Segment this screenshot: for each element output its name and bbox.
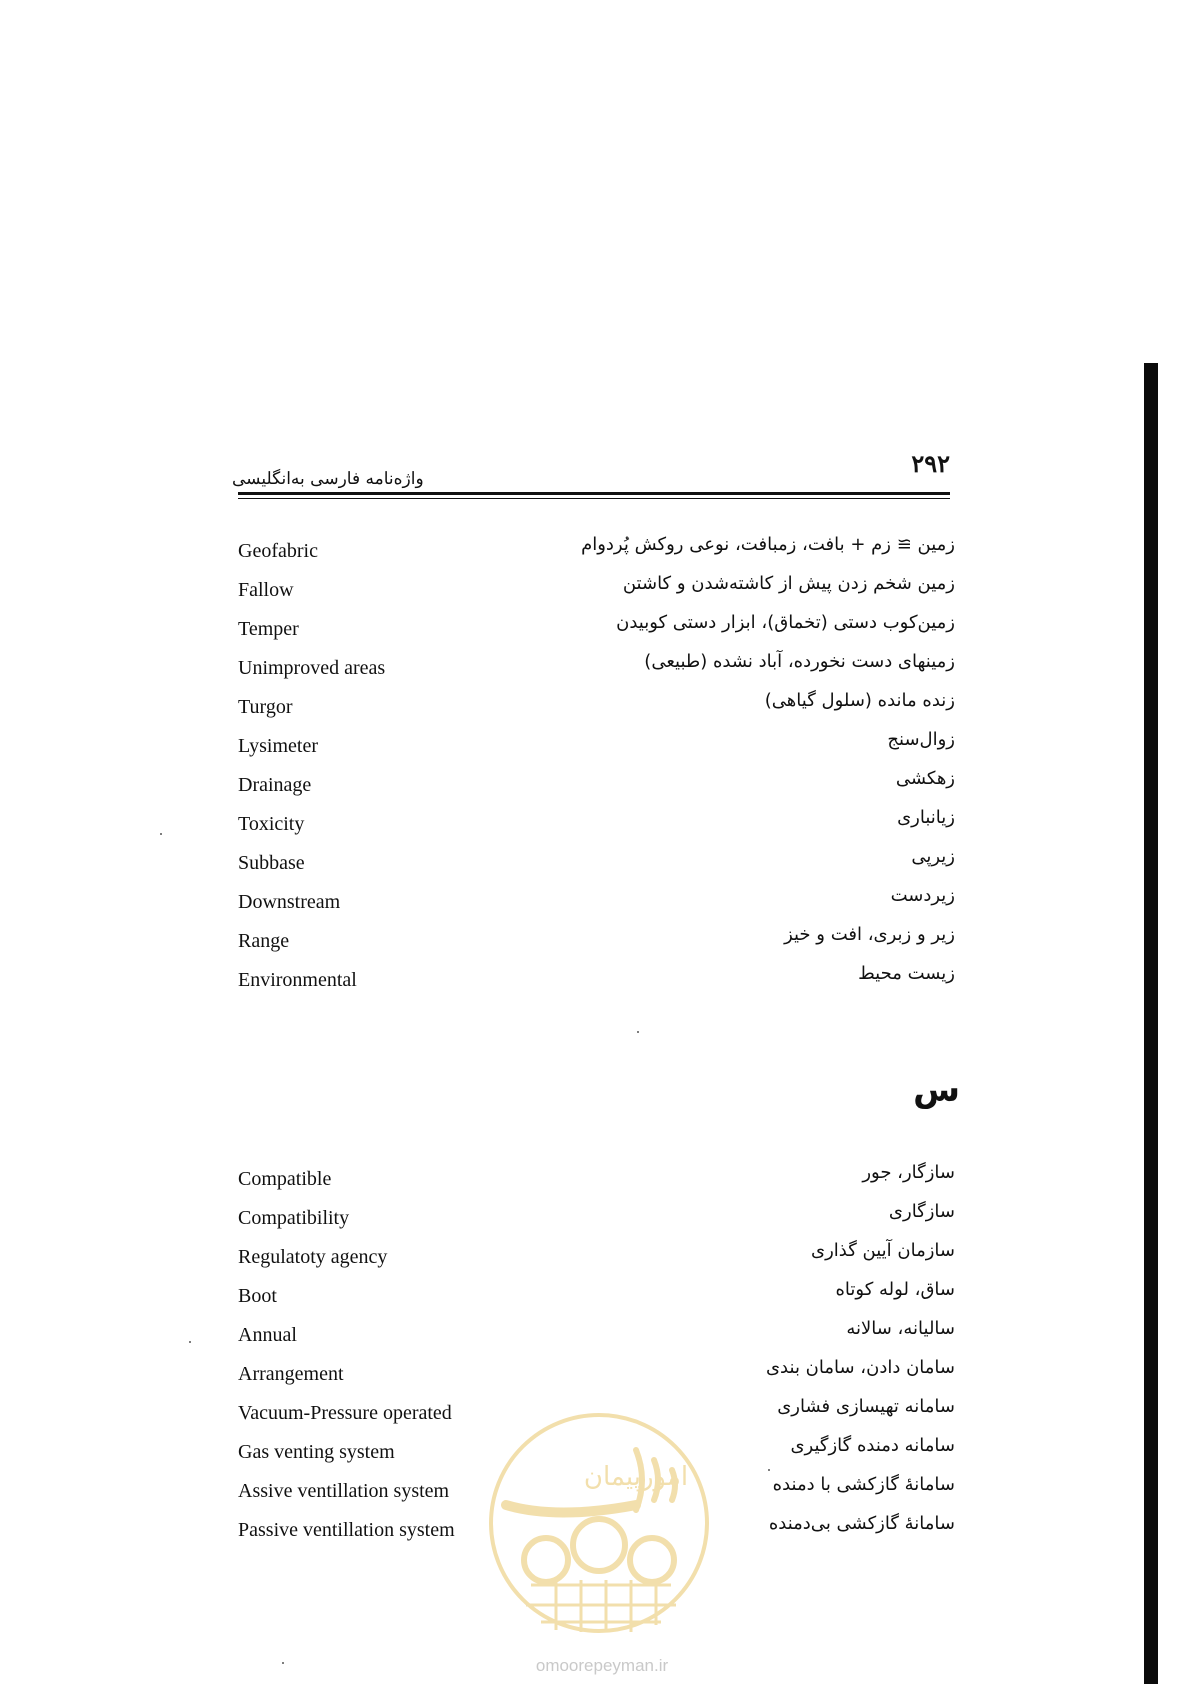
entry-english-term: Vacuum-Pressure operated: [238, 1402, 452, 1424]
entry-persian-term: سامانهٔ گازکشی با دمنده: [772, 1474, 955, 1495]
entry-english-term: Downstream: [238, 891, 341, 913]
glossary-entry: [0, 651, 1191, 690]
entry-persian-term: سامان دادن، سامان بندی: [765, 1357, 955, 1378]
entry-persian-term: ساق، لوله کوتاه: [835, 1279, 955, 1300]
watermark-logo-text: امورپیمان: [583, 1462, 689, 1492]
glossary-entry: [0, 1162, 1191, 1201]
section-letter-heading: س: [913, 1070, 960, 1110]
glossary-entry: [0, 573, 1191, 612]
entry-english-term: Temper: [238, 618, 299, 640]
glossary-entry: [0, 807, 1191, 846]
scan-speck: [282, 1662, 284, 1664]
entry-persian-term: سازگار، جور: [862, 1162, 955, 1183]
entry-persian-term: سالیانه، سالانه: [846, 1318, 955, 1339]
entry-english-term: Boot: [238, 1285, 277, 1307]
glossary-entry: [0, 1201, 1191, 1240]
glossary-entry: [0, 729, 1191, 768]
page-number: ۲۹۲: [911, 449, 950, 478]
entry-english-term: Environmental: [238, 969, 357, 991]
watermark-logo: [486, 1410, 712, 1636]
entry-persian-term: زیرپی: [911, 846, 955, 867]
watermark-site: omoorepeyman.ir: [535, 1656, 669, 1675]
entry-english-term: Turgor: [238, 696, 293, 718]
entry-persian-term: سازمان آیین گذاری: [811, 1240, 955, 1261]
glossary-entry: [0, 612, 1191, 651]
entry-persian-term: زوال‌سنج: [887, 729, 955, 750]
entry-persian-term: زیردست: [890, 885, 955, 906]
entry-english-term: Range: [238, 930, 290, 952]
entry-persian-term: زیر و زبری، افت و خیز: [784, 924, 955, 945]
entry-english-term: Unimproved areas: [238, 657, 386, 679]
entry-persian-term: سامانهٔ گازکشی بی‌دمنده: [768, 1513, 955, 1534]
entry-english-term: Subbase: [238, 852, 305, 874]
entry-persian-term: زمینهای دست نخورده، آباد نشده (طبیعی): [644, 651, 955, 672]
entry-persian-term: زمین‌کوب دستی (تخماق)، ابزار دستی کوبیدن: [616, 612, 955, 633]
glossary-entry: [0, 963, 1191, 1002]
entry-english-term: Drainage: [238, 774, 312, 796]
entry-persian-term: زهکشی: [895, 768, 955, 789]
glossary-entry: [0, 885, 1191, 924]
entry-english-term: Gas venting system: [238, 1441, 395, 1463]
glossary-entry: [0, 1279, 1191, 1318]
scan-speck: [160, 833, 162, 835]
scan-speck: [768, 1469, 770, 1471]
entry-english-term: Compatibility: [238, 1207, 350, 1229]
scan-speck: [189, 1341, 191, 1343]
entry-english-term: Regulatoty agency: [238, 1246, 388, 1268]
header-rule-thick: [238, 492, 950, 495]
entry-english-term: Toxicity: [238, 813, 305, 835]
entry-english-term: Assive ventillation system: [238, 1480, 450, 1502]
entry-persian-term: زمین شخم زدن پیش از کاشته‌شدن و کاشتن: [622, 573, 955, 594]
glossary-entry: [0, 1240, 1191, 1279]
entry-persian-term: زیست محیط: [858, 963, 955, 984]
entry-persian-term: زمین ≅ زم + بافت، زمبافت، نوعی روکش پُردوام: [581, 534, 955, 555]
running-header-title: واژه‌نامه فارسی به‌انگلیسی: [232, 469, 424, 489]
glossary-section-z: [0, 534, 1191, 1002]
glossary-entry: [0, 846, 1191, 885]
glossary-entry: [0, 1357, 1191, 1396]
entry-english-term: Fallow: [238, 579, 294, 601]
entry-english-term: Compatible: [238, 1168, 332, 1190]
glossary-entry: [0, 924, 1191, 963]
entry-persian-term: سامانه تهیسازی فشاری: [777, 1396, 955, 1417]
entry-persian-term: زیانباری: [897, 807, 955, 828]
header-rule-thin: [238, 498, 950, 499]
glossary-entry: [0, 534, 1191, 573]
scan-speck: [637, 1031, 639, 1033]
entry-english-term: Passive ventillation system: [238, 1519, 455, 1541]
glossary-entry: [0, 690, 1191, 729]
entry-english-term: Annual: [238, 1324, 297, 1346]
entry-persian-term: سامانه دمنده گازگیری: [790, 1435, 955, 1456]
entry-english-term: Arrangement: [238, 1363, 344, 1385]
glossary-entry: [0, 768, 1191, 807]
entry-persian-term: سازگاری: [888, 1201, 955, 1222]
glossary-entry: [0, 1318, 1191, 1357]
entry-english-term: Lysimeter: [238, 735, 318, 757]
entry-persian-term: زنده مانده (سلول گیاهی): [764, 690, 955, 711]
entry-english-term: Geofabric: [238, 540, 318, 562]
